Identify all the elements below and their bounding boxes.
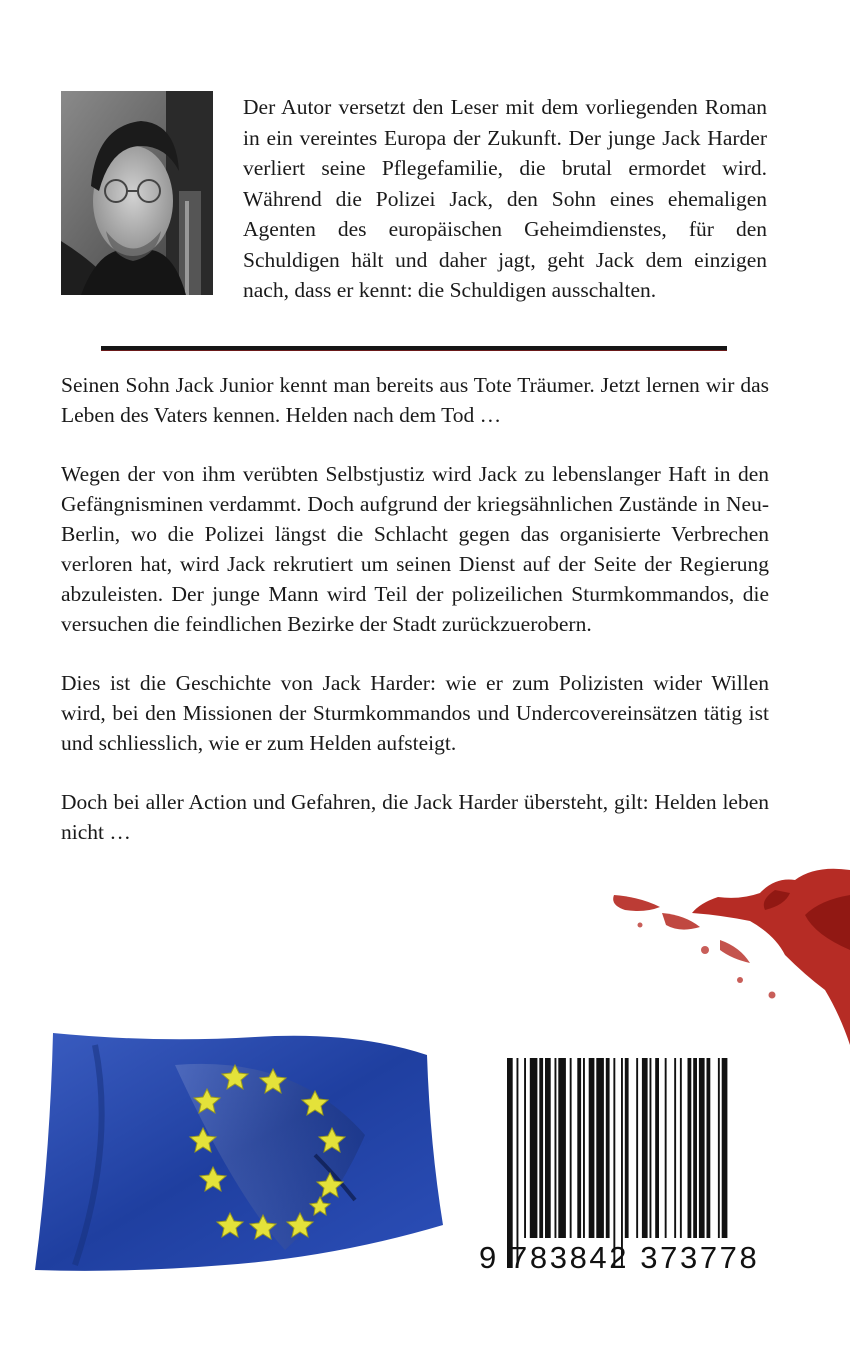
isbn-number: 9 783842 373778 (479, 1240, 760, 1275)
barcode-bar (665, 1058, 667, 1238)
barcode-bar (517, 1058, 519, 1268)
isbn-barcode (471, 1048, 775, 1280)
barcode-bar (625, 1058, 629, 1238)
blurb-paragraph: Wegen der von ihm verübten Selbstjustiz wird Jack zu lebenslanger Haft in den Gefängnisminen verdammt. Doch aufgrund der kriegsähnlichen Zustände in Neu-Berlin, wo die Polizei längst die Schlacht gegen das organisierte Verbrechen verloren hat, wird Jack rekrutiert um seinen Dienst auf der Seite der Regierung abzuleisten. Der junge Mann wird Teil der polizeilichen Sturmkommandos, die versuchen die feindlichen Bezirke der Stadt zurückzuerobern. (61, 462, 769, 636)
barcode-bar (718, 1058, 720, 1238)
barcode-bar (707, 1058, 711, 1238)
barcode-bar (650, 1058, 652, 1238)
barcode-bar (589, 1058, 595, 1238)
barcode-bar (583, 1058, 585, 1238)
blurb-paragraph: Seinen Sohn Jack Junior kennt man bereits aus Tote Träumer. Jetzt lernen wir das Leben des Vaters kennen. Helden nach dem Tod … (61, 373, 769, 427)
barcode-bar (699, 1058, 705, 1238)
blurb-paragraph: Dies ist die Geschichte von Jack Harder: wie er zum Polizisten wider Willen wird, bei den Missionen der Sturmkommandos und Undercovereinsätzen tätig ist und schliesslich, wie er zum Helden aufsteigt. (61, 671, 769, 755)
barcode-bar (642, 1058, 648, 1238)
barcode-bar (507, 1058, 513, 1268)
barcode-bar (613, 1058, 615, 1268)
blurb-paragraph: Doch bei aller Action und Gefahren, die Jack Harder übersteht, gilt: Helden leben nicht … (61, 790, 769, 844)
author-portrait-image (61, 91, 213, 295)
barcode-bar (722, 1058, 728, 1238)
barcode-bar (596, 1058, 604, 1238)
barcode-bar (655, 1058, 659, 1238)
barcode-bar (558, 1058, 566, 1238)
barcode-bar (693, 1058, 697, 1238)
barcode-bar (545, 1058, 551, 1238)
author-bio-text: Der Autor versetzt den Leser mit dem vorliegenden Roman in ein vereintes Europa der Zukunft. Der junge Jack Harder verliert seine Pflegefamilie, die brutal ermordet wird. Während die Polizei Jack, den Sohn eines ehemaligen Agenten des europäischen Geheimdienstes, für den Schuldigen hält und daher jagt, geht Jack dem einzigen nach, dass er kennt: die Schuldigen ausschalten. (243, 95, 767, 302)
barcode-bar (555, 1058, 557, 1238)
author-photo (61, 91, 213, 295)
barcode-bar (524, 1058, 526, 1238)
barcode-bar (680, 1058, 682, 1238)
barcode-bar (577, 1058, 581, 1238)
divider-rule (101, 346, 727, 351)
blood-splatter-graphic (600, 855, 850, 1055)
barcode-bar (606, 1058, 610, 1238)
eu-flag-graphic (35, 1025, 450, 1280)
barcode-bar (530, 1058, 538, 1238)
barcode-bar (621, 1058, 623, 1268)
barcode-bar (688, 1058, 692, 1238)
barcode-bar (674, 1058, 676, 1238)
barcode-bar (570, 1058, 572, 1238)
barcode-bar (539, 1058, 543, 1238)
blurb-text (61, 370, 769, 876)
barcode-bar (636, 1058, 638, 1238)
